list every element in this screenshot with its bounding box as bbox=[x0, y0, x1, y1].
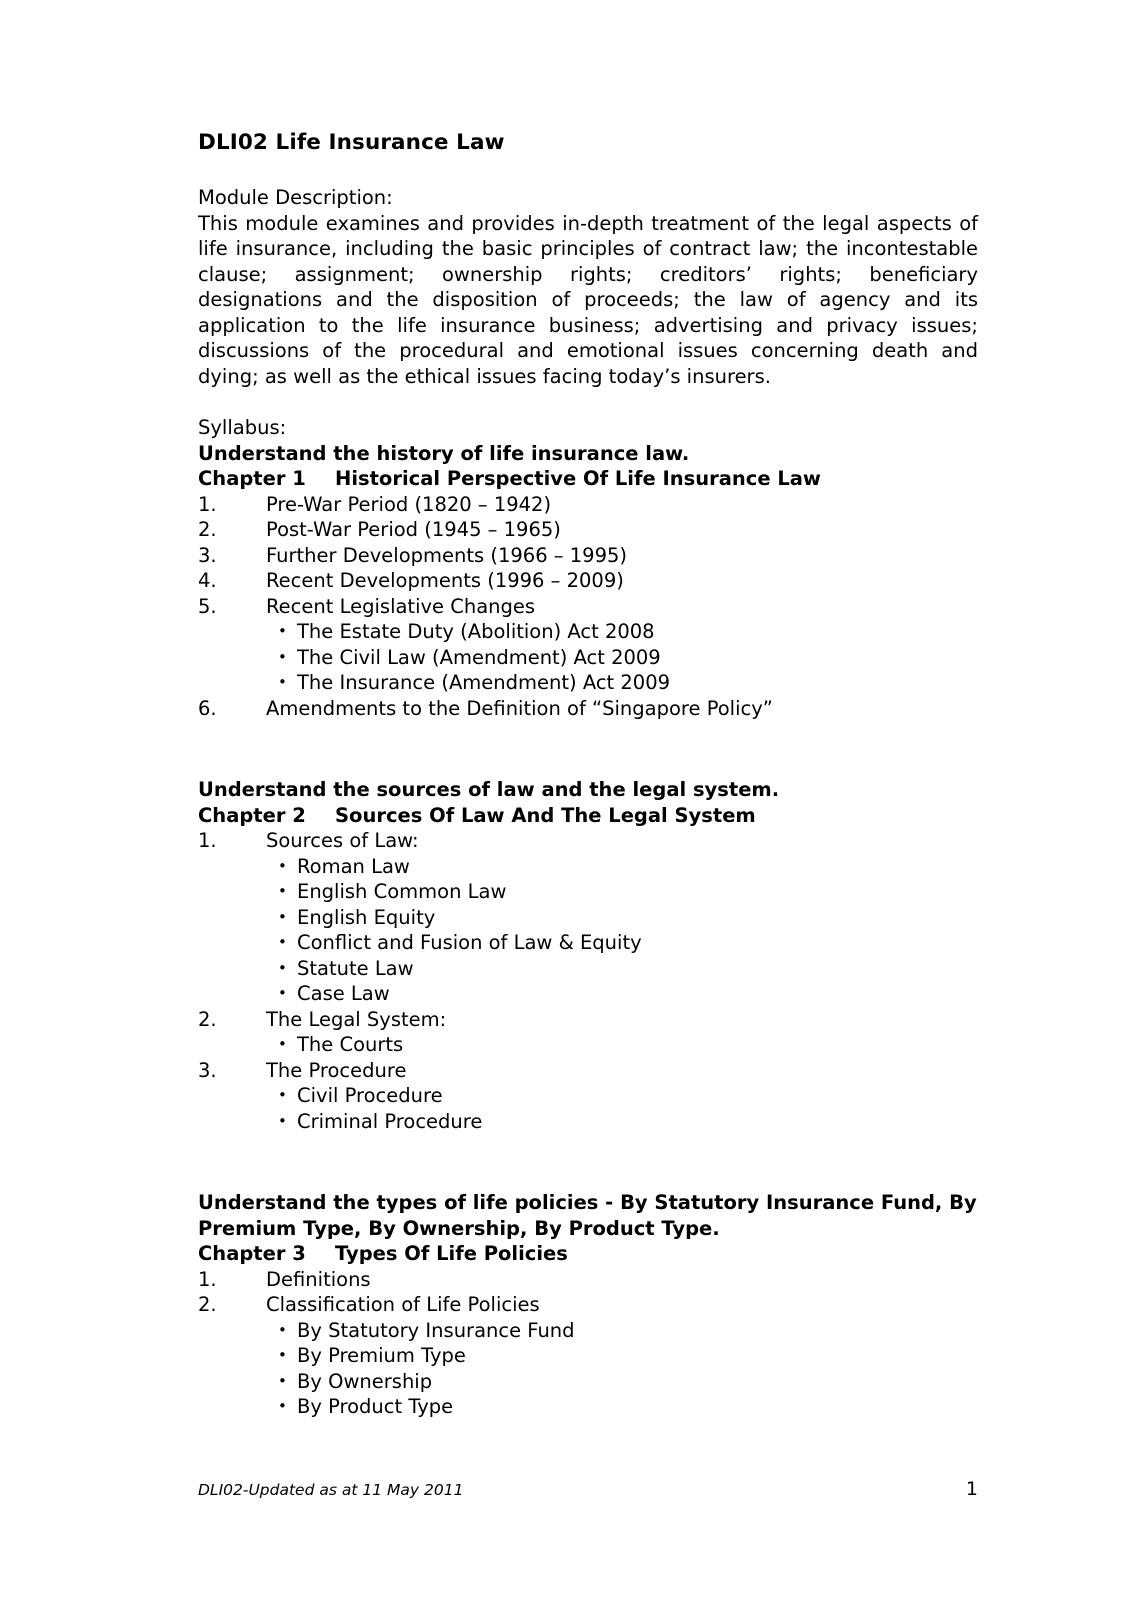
bullet-text: By Product Type bbox=[297, 1395, 454, 1418]
item-number: 3. bbox=[198, 1058, 217, 1082]
list-item bbox=[198, 905, 978, 931]
sub-bullet-list bbox=[198, 619, 978, 696]
item-number: 3. bbox=[198, 543, 217, 567]
list-item bbox=[198, 1369, 978, 1395]
item-text: The Legal System: bbox=[266, 1007, 447, 1031]
chapter-item-list-cont bbox=[198, 696, 978, 722]
page-title: DLI02 Life Insurance Law bbox=[198, 130, 505, 155]
sub-bullet-list bbox=[198, 1032, 978, 1058]
list-item bbox=[198, 1058, 978, 1084]
list-item bbox=[198, 854, 978, 880]
syllabus-section-1 bbox=[198, 441, 978, 722]
bullet-text: By Ownership bbox=[297, 1369, 433, 1393]
item-number: 4. bbox=[198, 569, 217, 592]
list-item bbox=[198, 492, 978, 518]
item-text: Recent Legislative Changes bbox=[266, 594, 536, 618]
bullet-text: Statute Law bbox=[297, 956, 414, 980]
list-item bbox=[198, 1083, 978, 1109]
bullet-text: Case Law bbox=[297, 982, 390, 1005]
bullet-icon: • bbox=[278, 856, 287, 875]
list-item bbox=[198, 1267, 978, 1293]
section-objective: Understand the sources of law and the legal system. bbox=[198, 778, 780, 801]
list-item bbox=[198, 1318, 978, 1344]
list-item bbox=[198, 1032, 978, 1058]
bullet-text: Criminal Procedure bbox=[297, 1109, 483, 1133]
item-text: Amendments to the Definition of “Singapore Policy” bbox=[266, 696, 773, 720]
list-item bbox=[198, 517, 978, 543]
list-item bbox=[198, 670, 978, 696]
list-item bbox=[198, 1007, 978, 1033]
bullet-icon: • bbox=[278, 882, 287, 900]
item-text: Definitions bbox=[266, 1267, 371, 1291]
item-text: The Procedure bbox=[266, 1058, 407, 1082]
bullet-text: The Insurance (Amendment) Act 2009 bbox=[297, 671, 671, 694]
bullet-icon: • bbox=[278, 1086, 287, 1104]
chapter-item-list-cont2 bbox=[198, 1058, 978, 1084]
chapter-heading bbox=[198, 466, 978, 492]
bullet-icon: • bbox=[278, 1111, 287, 1130]
bullet-icon: • bbox=[278, 647, 287, 666]
bullet-text: The Civil Law (Amendment) Act 2009 bbox=[297, 645, 661, 669]
bullet-icon: • bbox=[278, 1397, 287, 1415]
list-item bbox=[198, 1394, 978, 1420]
page-number: 1 bbox=[965, 1478, 978, 1500]
bullet-icon: • bbox=[278, 622, 287, 640]
list-item bbox=[198, 879, 978, 905]
bullet-text: English Equity bbox=[297, 905, 436, 929]
item-text: Pre-War Period (1820 – 1942) bbox=[266, 492, 552, 516]
list-item bbox=[198, 594, 978, 620]
list-item bbox=[198, 1292, 978, 1318]
item-text: Post-War Period (1945 – 1965) bbox=[266, 518, 561, 541]
spacer bbox=[198, 1134, 978, 1190]
list-item bbox=[198, 1109, 978, 1135]
module-description-text: This module examines and provides in-depth treatment of the legal aspects of life insurance, including the basic principles of contract law; the incontestable clause; assignment; ownership rights; creditors’ rights; beneficiary designations and the disposition of proceeds; the law of agency and its application to the life insurance business; advertising and privacy issues; discussions of the procedural and emotional issues concerning death and dying; as well as the ethical issues facing today’s insurers. bbox=[198, 211, 978, 388]
chapter-title: Sources Of Law And The Legal System bbox=[335, 803, 756, 827]
bullet-text: Conflict and Fusion of Law & Equity bbox=[297, 931, 642, 954]
bullet-text: Civil Procedure bbox=[297, 1084, 443, 1107]
item-number: 2. bbox=[198, 518, 217, 541]
list-item bbox=[198, 956, 978, 982]
section-objective: Understand the types of life policies - By Statutory Insurance Fund, By Premium Type, By Ownership, By Product Type. bbox=[198, 1191, 977, 1240]
item-number: 1. bbox=[198, 1267, 217, 1291]
item-number: 1. bbox=[198, 492, 217, 516]
sub-bullet-list bbox=[198, 854, 978, 1007]
item-number: 5. bbox=[198, 594, 217, 618]
chapter-heading bbox=[198, 1241, 978, 1267]
bullet-text: By Premium Type bbox=[297, 1344, 466, 1367]
spacer bbox=[198, 721, 978, 777]
list-item bbox=[198, 568, 978, 594]
bullet-text: The Courts bbox=[297, 1033, 404, 1056]
document-body bbox=[198, 130, 978, 1420]
footer-note: DLI02-Updated as at 11 May 2011 bbox=[198, 1481, 464, 1499]
bullet-icon: • bbox=[278, 984, 287, 1002]
sub-bullet-list bbox=[198, 1318, 978, 1420]
chapter-title: Types Of Life Policies bbox=[335, 1242, 568, 1265]
list-item bbox=[198, 1343, 978, 1369]
syllabus-section-3 bbox=[198, 1190, 978, 1420]
page-footer bbox=[198, 1478, 978, 1500]
bullet-text: Roman Law bbox=[297, 854, 410, 878]
syllabus-section-2 bbox=[198, 777, 978, 1134]
list-item bbox=[198, 619, 978, 645]
bullet-icon: • bbox=[278, 1320, 287, 1339]
bullet-icon: • bbox=[278, 907, 287, 926]
bullet-text: English Common Law bbox=[297, 880, 507, 903]
bullet-icon: • bbox=[278, 958, 287, 977]
item-text: Classification of Life Policies bbox=[266, 1293, 540, 1316]
syllabus-label: Syllabus: bbox=[198, 416, 287, 439]
item-number: 2. bbox=[198, 1293, 217, 1316]
list-item bbox=[198, 543, 978, 569]
list-item bbox=[198, 645, 978, 671]
spacer bbox=[198, 389, 978, 415]
bullet-text: The Estate Duty (Abolition) Act 2008 bbox=[297, 620, 655, 643]
bullet-icon: • bbox=[278, 1035, 287, 1053]
chapter-title: Historical Perspective Of Life Insurance Law bbox=[335, 467, 821, 490]
item-text: Sources of Law: bbox=[266, 829, 419, 852]
chapter-label: Chapter 3 bbox=[198, 1242, 306, 1265]
chapter-heading bbox=[198, 803, 978, 829]
sub-bullet-list bbox=[198, 1083, 978, 1134]
list-item bbox=[198, 930, 978, 956]
chapter-label: Chapter 1 bbox=[198, 467, 306, 490]
list-item bbox=[198, 828, 978, 854]
bullet-icon: • bbox=[278, 1346, 287, 1364]
chapter-item-list-cont bbox=[198, 1007, 978, 1033]
item-number: 1. bbox=[198, 829, 217, 852]
bullet-icon: • bbox=[278, 933, 287, 951]
module-description-label: Module Description: bbox=[198, 186, 393, 209]
item-text: Further Developments (1966 – 1995) bbox=[266, 543, 627, 567]
chapter-item-list bbox=[198, 492, 978, 620]
list-item bbox=[198, 981, 978, 1007]
chapter-item-list bbox=[198, 828, 978, 854]
item-number: 2. bbox=[198, 1007, 217, 1031]
bullet-text: By Statutory Insurance Fund bbox=[297, 1318, 575, 1342]
item-text: Recent Developments (1996 – 2009) bbox=[266, 569, 624, 592]
list-item bbox=[198, 696, 978, 722]
section-objective: Understand the history of life insurance law. bbox=[198, 441, 690, 465]
bullet-icon: • bbox=[278, 1371, 287, 1390]
chapter-label: Chapter 2 bbox=[198, 803, 306, 827]
bullet-icon: • bbox=[278, 673, 287, 691]
chapter-item-list bbox=[198, 1267, 978, 1318]
item-number: 6. bbox=[198, 696, 217, 720]
